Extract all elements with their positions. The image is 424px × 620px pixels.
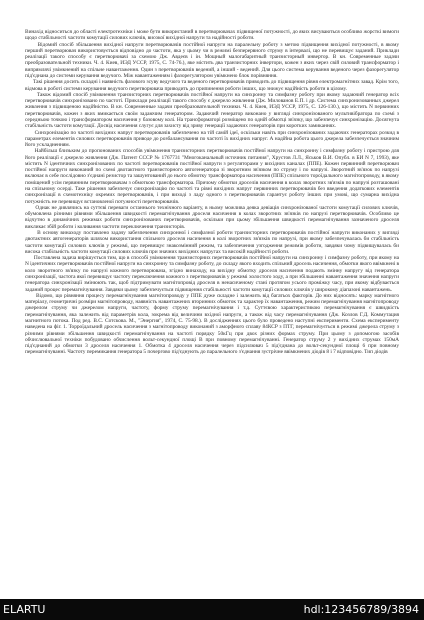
document-body-text: Винахід відноситься до області електротехніки і може бути використаний в перетворювачах підвищеної потужності, до яких висуваються особливо жорсткі вимоги щодо стабільності частоти комутації силових ключів, високої вихідної напруги та надійності роботи. Відомий спосіб збільшення вихідної напруги перетворювачів постійної напруги на паралельну роботу з метою підвищення вихідної потужності, в якому перший перетворювач використовується відповідно до частоти, яка у цьому чи в режимі безперервного струму в інтервалі, що не перевищує заданий. Приклади реалізації такого способу є перетворювачі за схемою Дж. Авдеєв і ін. Мощный малогабаритный транзисторный инвертор. В кн. Современные задачи преобразовательной техники. Ч. 4. Киев, ИЭД УССР, 1975, С. 74-76.), яке містить два транзисторних інвертори, кожен з яких через свій силовий трансформатор і випрямлячі увімкнений на спільне навантаження. Один з перетворювачів ведений, а інший - ведений. Для цього система керування веденого через фазорегулятор під'єднана до системи керування ведучого. Між навантаженням і фазорегулятором увімкнено блок порівняння. Такі рішення досить складні і наявність фазового зсуву ведучого та веденого перетворювачів приводить до підвищення рівня електромагнітних завад. Крім того, відмова в роботі системи керування ведучого перетворювача приводить до припинення роботи інших, що знижує надійність роботи в цілому. Також відомий спосіб увімкнення транзисторних перетворювачів постійної напруги на синхронну та симфазну роботу при якому задаючий генератор всіх перетворювачів синхронізовано по частоті. Приклади реалізації такого способу є джерело живлення (Дж. Милованов Е.П. і др. Система синхронизованных джерел живлення з підвищеною надійністю. В кн. Современные задачи преобразовательной техники. Ч. 4. Киев, ИЭД УССР, 1975, С. 126-130.), що містить N первинних перетворювачів, кожен з яких вмикається своїм задаючим генератором. Задаючий генератор виконано у вигляді синхронізованого мультивібратора по схемі з середньою точкою і трансформатором насичення у базовому колі. На трансформаторі розміщено по одній обмотці зв'язку, що забезпечує синхронізацію. Досягнута стабільність частоти комутації. Досвід насичення слугує для захисту від зриву генерації задаючих генераторів при коротких замиканнях. Синхронізацію по частоті вихідних напруг перетворювачів забезпечено на тій самій ідеї, оскільки навіть при синхронізованих задаючих генераторах розкид в параметрах елементів силових перетворювачів приводе до розбалансування по частоті їх вихідних напруг. А надійна робота цього джерела забезпечується значним його ускладненням. Найбільш близьким до пропонованих способів увімкнення транзисторних перетворювачів постійної напруги на синхронну і симфазну роботу і пристрою для його реалізації є джерело живлення (Дж. Патент СССР № 1767731 "Многоканальный источник питания", Хрустов Л.Л., Яськов В.И. Опубл. в БИ N 7, 1993), яке містить N ідентичних синхронізованих по частоті перетворювачів постійної напруги з регуляторами у вихідних каналах (ППЕ). Кожен первинний перетворювач постійної напруги виконаний по схемі двотактного транзисторного автогенератора зі зворотним зв'язком по струму і по напрузі. Зворотний зв'язок по напрузі включає в себе послідовно з'єднані резистор та зашунтований до нього обмотку трансформатора насичення (ППЕ) спільного тороїдального магнітопроводу, в якому поміщений усім первинним перетворювачам з обмоткою трансформатора. Причому обмотки дроселів насичення в колах зворотних зв'язків по напрузі розташовані на спільному осерді. Таке рішення забезпечує синхронізацію по частоті та рівні вихідних напруг первинних перетворювачів без введення додаткових елементів синхронізації в схемотехніку окремих перетворювачів, і при виході з ладу одного з перетворювачів гарантує роботу інших при умові, що сумарна вихідна потужність не перевищує встановленої потужності перетворювачів. Однак не дивлячись на суттєві переваги останнього технічного варіанту, в ньому можлива деяка девіація синхронізованої частоти комутації силових ключів, обумовлена різними рівнями збільшення швидкості перемагнічування дроселя насичення в колах зворотних зв'язків по напрузі перетворювачів. Особливо це відчутно в динамічних режимах роботи синхронізованих перетворювачів, оскільки при цьому збільшення швидкості перемагнічування зазначеного дроселя викликає збій роботи і коливання частоти переключення транзисторів. В основу винаходу поставлено задачу забезпечення синхронної і симфазної роботи транзисторних перетворювачів постійної напруги виконаних у вигляді двотактних автогенераторів шляхом використання спільного дроселя насичення в колі зворотних зв'язків по напрузі, при якому забезпечувалась би стабільність частоти комутації силових ключів у режимі, що перевищує знакозмінний режим, та забезпечення узгодження режимів роботи, завдяки чому підвищувалась би висока стабільність частоти комутації силових ключів при значних вихідних напругах та високій надійності роботи. Поставлена задача вирішується тим, що в способі увімкнення транзисторних перетворювачів постійної напруги на синхронну і симфазну роботу, при якому на N ідентичних перетворювачів постійної напруги на синхронну та симфазну роботу, до складу якого входить спільний дросель насичення, обмотки якого ввімкнені в коло зворотного зв'язку по напрузі кожного перетворювача, згідно винаходу, на вихідну обмотку дроселя насичення подають змінну напругу від генератора синхронізації, частота якої перевищує частоту переключення кожного з перетворювачів у режимі холостого ходу, а при збільшенні навантаження значення напруги генератора синхронізації змінюють так, щоб підтримувати магнітопровід дроселя в ненасиченому стані протягом усього проміжку часу, при якому відбувається заданий процес перемагнічування. Завдяки цьому забезпечується підвищення стабільності частоти комутації силових ключів у широкому діапазоні навантажень. Відомо, що рівняння процесу перемагнічування магнітопроводу у ППЕ дуже складне і залежить від багатьох факторів. До них відносять: марку магнітного матеріалу, геометричні розміри магнітопроводу, наявність навантажених вторинних обмоток та характер їх навантаження, режим перемагнічування магнітопроводу джерелом струму чи джерелом напруги, частоту, форму струму перемагнічування і т.д. Суттєвою характеристикою перемагнічування є швидкість перемагнічування, яка залежить від параметрів кола, зокрема від величини вхідної напруги, а також від часу перемагнічування (Дж. Козлов Г.Д. Коммутация магнитного потока. Под ред. В.С. Сотскова. М., "Энергия", 1974, С. 75-98.). В дослідженнях цього було проведено наступні експерименти. Схема експерименту наведена на фіг. 1. Торроїдальний дросель насичення з магнітопроводу виконаний з аморфного сплаву 84КСР з ПТГ, перемагнічується в режимі джерела струму з різними рівнями збільшення швидкості перемагнічування на частоті порядку 50кГц при двох різних формах струму. При цьому з допомогою засобів обчислювальної техніки побудовано обчислення вольт-секундної площі В при повному перемагнічуванні. Генератор струму 2 у вихідних струмах 150мА під'єднаний до обмотки 3 дроселя насичення 1. Обмотка 4 дроселя насичення через підсилювач 5 під'єднана до вольт-секундної площі 6 при повному перемагнічуванні. Частоту перемикання генератора 5 почергово під'єднують до паралельного з'єднання зустрічне ввімкнених діодів 8 і 7 відповідно. Тип діодів: [25, 29, 400, 356]
scanned-page: [3, 3, 421, 599]
footer-bar: [0, 599, 424, 620]
repository-label: ELARTU: [3, 603, 46, 616]
handle-identifier: hdl:123456789/3894: [303, 603, 419, 616]
